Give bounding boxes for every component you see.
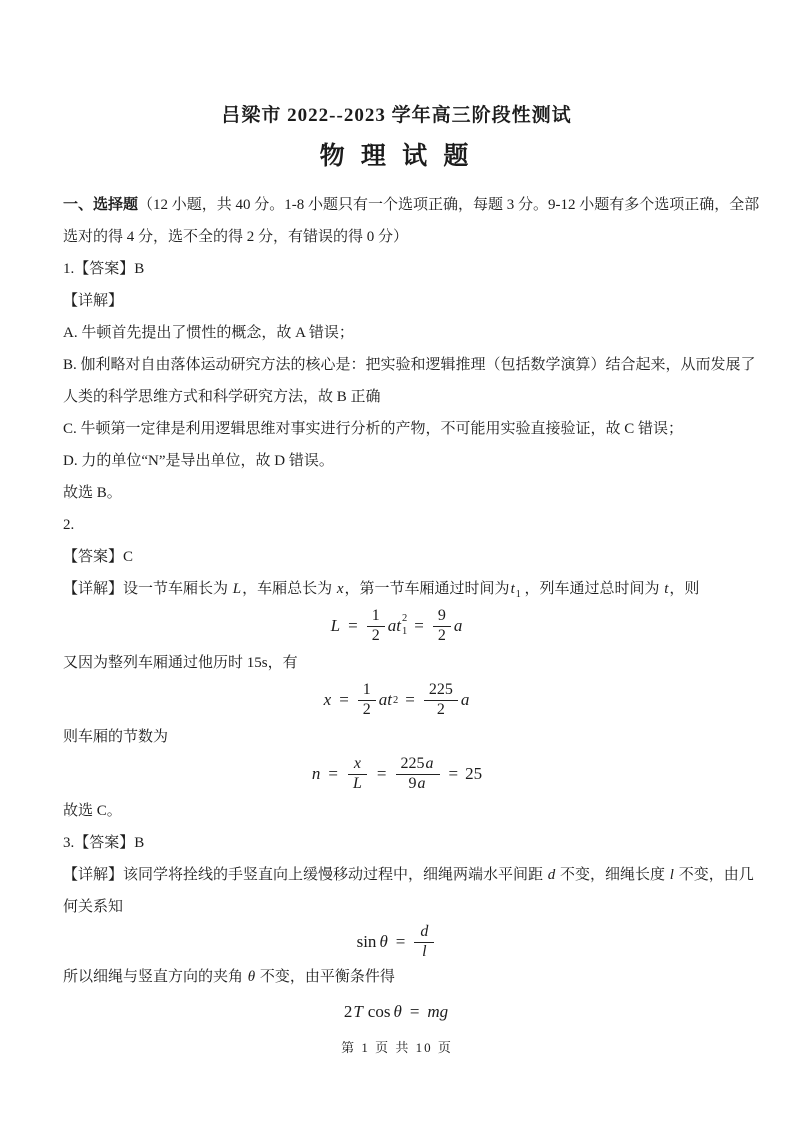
q1-option-d-line (63, 445, 730, 477)
sup-sub-stack (402, 613, 407, 638)
text-segment: 【答案】C (63, 549, 134, 565)
section-intro-line-2 (63, 221, 730, 253)
q2-answer-line (63, 541, 730, 573)
text-segment: t (510, 581, 515, 597)
text-segment: A. 牛顿首先提出了惯性的概念，故 A 错误； (63, 325, 354, 341)
fraction-denominator: 2 (362, 700, 371, 718)
equals-sign: = (409, 1002, 420, 1021)
equals-sign: = (339, 690, 349, 709)
q3-balance-line (63, 961, 730, 993)
math-num-225: 225 (400, 755, 425, 773)
text-segment: （12 小题，共 40 分。1-8 小题只有一个选项正确，每题 3 分。9-12 小题有多个选项正确，全部 (138, 197, 760, 213)
text-segment: 【详解】设一节车厢长为 (63, 581, 232, 597)
math-result-25: 25 (465, 764, 483, 783)
q1-detail-label (63, 285, 730, 317)
math-var-at: at (378, 690, 393, 709)
page-number-footer: 第 1 页 共 10 页 (341, 1040, 453, 1055)
fraction-numerator (396, 755, 440, 774)
math-var-a: a (460, 690, 470, 709)
math-var-l: l (422, 942, 427, 960)
fraction-nine-halves (433, 607, 451, 645)
math-var-d: d (420, 923, 429, 941)
subject-title: 物 理 试 题 (319, 143, 474, 170)
fraction-denominator (404, 775, 432, 793)
subscript-1: 1 (401, 626, 408, 637)
exam-title: 吕梁市 2022--2023 学年高三阶段性测试 (221, 105, 572, 126)
text-segment: 不变，由几 (674, 867, 754, 883)
fraction-numerator: 1 (367, 607, 385, 626)
q1-option-a-line (63, 317, 730, 349)
math-var-a: a (425, 755, 434, 773)
fraction-x-over-L (347, 755, 368, 793)
q1-option-b-line-1 (63, 349, 756, 381)
q1-answer-line (63, 253, 730, 285)
text-segment: 所以细绳与竖直方向的夹角 (63, 969, 247, 985)
text-segment: ，则 (669, 581, 700, 597)
math-var-L: L (330, 616, 341, 635)
superscript-2: 2 (393, 694, 399, 706)
math-var-L: L (353, 774, 362, 792)
equation-one-car-length (63, 605, 730, 647)
math-num-9: 9 (408, 774, 417, 792)
text-segment: 1.【答案】B (63, 261, 145, 277)
math-fn-sin: sin (356, 932, 377, 951)
fraction-denominator: 2 (371, 626, 380, 644)
text-segment: 一、选择题 (63, 197, 139, 213)
math-var-a: a (417, 774, 426, 792)
text-segment: l (669, 867, 674, 883)
q1-option-c-line (63, 413, 730, 445)
math-var-T: T (353, 1002, 363, 1021)
equals-sign: = (405, 690, 415, 709)
text-segment: 人类的科学思维方式和科学研究方法，故 B 正确 (63, 389, 381, 405)
equation-car-count (63, 753, 730, 795)
text-segment: ，车厢总长为 (242, 581, 336, 597)
equation-sine-relation (63, 923, 730, 961)
fraction-denominator: 2 (437, 626, 446, 644)
document-body (63, 189, 760, 1031)
text-segment: 3.【答案】B (63, 835, 145, 851)
text-segment: 选对的得 4 分，选不全的得 2 分，有错误的得 0 分） (63, 229, 409, 245)
math-var-a: a (453, 616, 463, 635)
text-segment: 故选 B。 (63, 485, 122, 501)
section-intro-line-1 (63, 189, 760, 221)
fraction-numerator (414, 923, 434, 942)
text-segment: 【详解】 (63, 293, 124, 309)
q2-mid-line (63, 647, 730, 679)
text-segment: 不变，由平衡条件得 (256, 969, 395, 985)
text-segment: 2. (63, 517, 75, 533)
equals-sign: = (348, 616, 358, 635)
q2-detail-line (63, 573, 730, 605)
fraction-numerator: 225 (424, 681, 458, 700)
equals-sign: = (376, 764, 387, 783)
superscript-2: 2 (401, 613, 408, 625)
q1-choose-line (63, 477, 730, 509)
fraction-225a-over-9a (396, 755, 440, 793)
q3-detail-line-1 (63, 859, 754, 891)
fraction-numerator: 9 (433, 607, 451, 626)
math-var-x: x (323, 690, 332, 709)
equals-sign: = (395, 932, 406, 951)
fraction-denominator: 2 (436, 700, 445, 718)
math-var-theta: θ (379, 932, 388, 951)
text-segment: L (232, 581, 242, 597)
text-segment: 不变，细绳长度 (556, 867, 669, 883)
equation-equilibrium (63, 993, 730, 1031)
equals-sign: = (448, 764, 459, 783)
text-segment: θ (247, 969, 256, 985)
math-num-2: 2 (343, 1002, 353, 1021)
equation-total-length (63, 679, 730, 721)
text-segment: 何关系知 (63, 899, 124, 915)
math-var-n: n (311, 764, 321, 783)
math-var-at: at (387, 616, 401, 635)
q3-answer-line (63, 827, 730, 859)
text-segment: 1 (515, 589, 521, 600)
text-segment: 【详解】该同学将拴线的手竖直向上缓慢移动过程中，细绳两端水平间距 (63, 867, 547, 883)
text-segment: 又因为整列车厢通过他历时 15s，有 (63, 655, 298, 671)
text-segment: ，列车通过总时间为 (520, 581, 664, 597)
math-var-x: x (353, 755, 361, 773)
text-segment: B. 伽利略对自由落体运动研究方法的核心是：把实验和逻辑推理（包括数学演算）结合起来，从而发展了 (63, 357, 756, 373)
text-segment: D. 力的单位“N”是导出单位，故 D 错误。 (63, 453, 334, 469)
text-segment: x (336, 581, 344, 597)
q1-option-b-line-2 (63, 381, 730, 413)
math-fn-cos: cos (367, 1002, 391, 1021)
fraction-denominator (347, 775, 368, 793)
text-segment: 故选 C。 (63, 803, 122, 819)
text-segment: ，第一节车厢通过时间为 (344, 581, 510, 597)
q3-detail-line-2 (63, 891, 730, 923)
fraction-d-over-l (414, 923, 434, 961)
text-segment: 则车厢的节数为 (63, 729, 169, 745)
equals-sign: = (328, 764, 338, 783)
text-segment: d (547, 867, 556, 883)
fraction-225-halves (424, 681, 458, 719)
text-segment: C. 牛顿第一定律是利用逻辑思维对事实进行分析的产物，不可能用实验直接验证，故 C 错误； (63, 421, 684, 437)
math-var-mg: mg (427, 1002, 449, 1021)
text-segment: t (664, 581, 669, 597)
fraction-one-half (358, 681, 376, 719)
q2-number-line (63, 509, 730, 541)
fraction-one-half (367, 607, 385, 645)
q2-choose-line (63, 795, 730, 827)
math-var-theta: θ (393, 1002, 402, 1021)
equals-sign: = (414, 616, 424, 635)
q2-count-line (63, 721, 730, 753)
fraction-numerator (348, 755, 367, 774)
fraction-denominator (416, 943, 432, 961)
fraction-numerator: 1 (358, 681, 376, 700)
